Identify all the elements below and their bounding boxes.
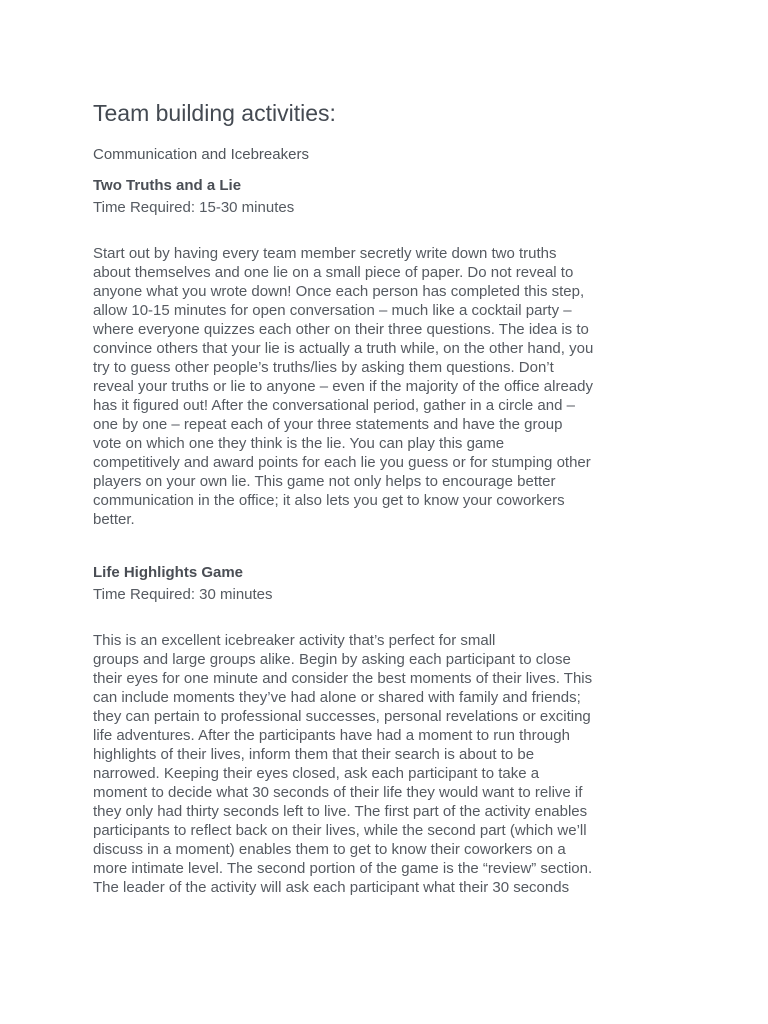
activity-time-required: Time Required: 30 minutes <box>93 586 273 603</box>
document-page <box>93 98 693 897</box>
activity-title: Life Highlights Game <box>93 564 244 581</box>
activity-description: This is an excellent icebreaker activity that’s perfect for small groups and large groups alike. Begin by asking each participant to close their eyes for one minute and consider the best moments of their lives. This can include moments they’ve had alone or shared with family and friends; they can pertain to professional successes, personal revelations or exciting life adventures. After the participants have had a moment to run through highlights of their lives, inform them that their search is about to be narrowed. Keeping their eyes closed, ask each participant to take a moment to decide what 30 seconds of their life they would want to relive if they only had thirty seconds left to live. The first part of the activity enables participants to reflect back on their lives, while the second part (which we’ll discuss in a moment) enables them to get to know their coworkers on a more intimate level. The second portion of the game is the “review” section. The leader of the activity will ask each participant what their 30 seconds <box>93 632 593 896</box>
activity-two-truths <box>93 176 693 529</box>
activity-time-required: Time Required: 15-30 minutes <box>93 199 295 216</box>
document-subtitle: Communication and Icebreakers <box>93 146 309 163</box>
document-title: Team building activities: <box>93 100 336 126</box>
activity-description: Start out by having every team member secretly write down two truths about themselves and one lie on a small piece of paper. Do not reveal to anyone what you wrote down! Once each person has completed this step, allow 10-15 minutes for open conversation – much like a cocktail party – where everyone quizzes each other on their three questions. The idea is to convince others that your lie is actually a truth while, on the other hand, you try to guess other people’s truths/lies by asking them questions. Don’t reveal your truths or lie to anyone – even if the majority of the office already has it figured out! After the conversational period, gather in a circle and – one by one – repeat each of your three statements and have the group vote on which one they think is the lie. You can play this game competitively and award points for each lie you guess or for stumping other players on your own lie. This game not only helps to encourage better communication in the office; it also lets you get to know your coworkers better. <box>93 245 594 528</box>
activity-title: Two Truths and a Lie <box>93 177 242 194</box>
activity-life-highlights <box>93 563 693 897</box>
